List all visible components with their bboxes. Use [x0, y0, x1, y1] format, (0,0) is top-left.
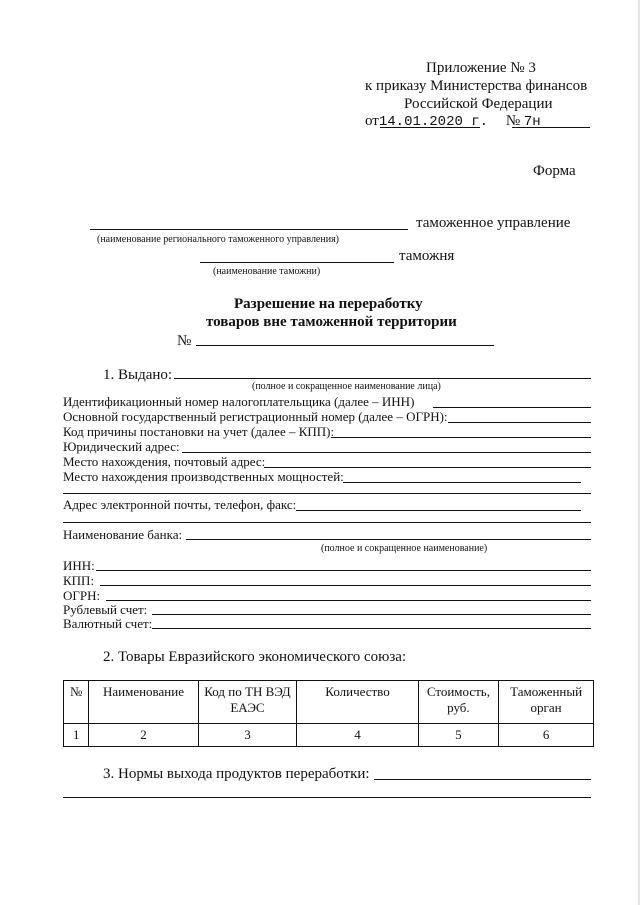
col-quantity-header: Количество — [297, 681, 418, 724]
issued-to-field[interactable] — [174, 378, 591, 379]
production-site-label: Место нахождения производственных мощностей: — [63, 469, 344, 484]
legal-address-field[interactable] — [182, 452, 591, 453]
col-name-header: Наименование — [89, 681, 198, 724]
col-cost-header: Стоимость, руб. — [418, 681, 499, 724]
production-site-field[interactable] — [343, 482, 581, 483]
document-title-line1: Разрешение на переработку — [234, 296, 423, 312]
cell-num: 3 — [198, 724, 297, 747]
bank-kpp-field[interactable] — [100, 585, 591, 586]
bank-inn-field[interactable] — [96, 570, 591, 571]
federation-line: Российской Федерации — [404, 96, 553, 112]
bank-name-caption: (полное и сокращенное наименование) — [321, 543, 488, 554]
permit-number-label: № — [177, 333, 192, 349]
section1-heading: 1. Выдано: — [103, 367, 173, 383]
section2-heading: 2. Товары Евразийского экономического союза: — [103, 649, 407, 665]
order-line: к приказу Министерства финансов — [365, 78, 588, 94]
number-underline — [512, 127, 590, 128]
bank-name-field[interactable] — [186, 539, 591, 540]
cell-num: 1 — [64, 724, 89, 747]
customs-caption: (наименование таможни) — [213, 266, 321, 277]
ogrn-label: Основной государственный регистрационный номер (далее – ОГРН): — [63, 409, 448, 424]
col-code-header: Код по ТН ВЭД ЕАЭС — [198, 681, 297, 724]
cell-num: 4 — [297, 724, 418, 747]
kpp-field[interactable] — [331, 437, 591, 438]
ogrn-field[interactable] — [448, 422, 591, 423]
contacts-label: Адрес электронной почты, телефон, факс: — [63, 497, 297, 512]
customs-suffix: таможня — [399, 248, 455, 264]
inn-field[interactable] — [433, 407, 591, 408]
bank-inn-label: ИНН: — [63, 558, 95, 573]
bank-ogrn-field[interactable] — [106, 600, 591, 601]
permit-number-field[interactable] — [196, 345, 494, 346]
date-value: 14.01.2020 г. — [378, 114, 489, 130]
output-norms-field[interactable] — [374, 779, 591, 780]
regional-office-caption: (наименование регионального таможенного управления) — [97, 234, 340, 245]
fx-account-field[interactable] — [152, 628, 591, 629]
cell-num: 5 — [418, 724, 499, 747]
date-line — [365, 112, 541, 131]
cell-num: 6 — [499, 724, 594, 747]
bank-ogrn-label: ОГРН: — [63, 588, 101, 603]
number-value: 7н — [523, 114, 541, 130]
postal-address-label: Место нахождения, почтовый адрес: — [63, 454, 266, 469]
cell-num: 2 — [89, 724, 198, 747]
date-underline — [380, 127, 480, 128]
output-norms-field-line2[interactable] — [63, 797, 591, 798]
contacts-field[interactable] — [296, 510, 581, 511]
legal-address-label: Юридический адрес: — [63, 439, 180, 454]
section3-heading: 3. Нормы выхода продуктов переработки: — [103, 766, 370, 782]
col-number-header: № — [64, 681, 89, 724]
goods-table-header — [64, 681, 594, 724]
number-prefix: № — [505, 113, 521, 129]
document-title-line2: товаров вне таможенной территории — [206, 314, 457, 330]
goods-table — [63, 680, 594, 747]
issued-to-caption: (полное и сокращенное наименование лица) — [252, 381, 441, 392]
bank-name-label: Наименование банка: — [63, 527, 183, 542]
appendix-label: Приложение № 3 — [426, 60, 536, 76]
production-site-field-line2[interactable] — [63, 493, 591, 494]
table-row — [64, 724, 594, 747]
rub-account-field[interactable] — [152, 614, 591, 615]
postal-address-field[interactable] — [264, 467, 591, 468]
regional-office-field[interactable] — [90, 229, 408, 230]
col-customs-header: Таможенный орган — [499, 681, 594, 724]
inn-label: Идентификационный номер налогоплательщика (далее – ИНН) — [63, 394, 415, 409]
regional-office-suffix: таможенное управление — [416, 215, 571, 231]
rub-account-label: Рублевый счет: — [63, 602, 148, 617]
bank-kpp-label: КПП: — [63, 573, 95, 588]
kpp-label: Код причины постановки на учет (далее – КПП): — [63, 424, 335, 439]
customs-field[interactable] — [200, 262, 394, 263]
form-label: Форма — [533, 163, 576, 179]
date-prefix: от — [365, 113, 379, 129]
fx-account-label: Валютный счет: — [63, 616, 153, 631]
contacts-field-line2[interactable] — [63, 522, 591, 523]
